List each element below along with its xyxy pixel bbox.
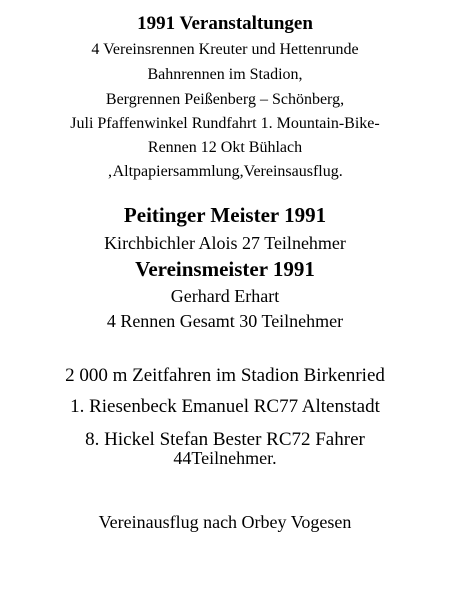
time-trial-result-first: 1. Riesenbeck Emanuel RC77 Altenstadt: [70, 396, 380, 417]
events-line: Rennen 12 Okt Bühlach: [147, 139, 303, 156]
club-champion-stats: 4 Rennen Gesamt 30 Teilnehmer: [106, 311, 344, 331]
town-champion-winner: Kirchbichler Alois 27 Teilnehmer: [104, 233, 346, 253]
club-champion-title: Vereinsmeister 1991: [135, 257, 315, 281]
events-line: Bahnrennen im Stadion,: [147, 66, 303, 83]
events-line: ‚Altpapiersammlung,Vereinsausflug.: [107, 163, 343, 180]
events-title: 1991 Veranstaltungen: [137, 13, 313, 34]
time-trial-participants: 44Teilnehmer.: [173, 448, 277, 468]
events-line: 4 Vereinsrennen Kreuter und Hettenrunde: [91, 41, 359, 58]
club-champion-winner: Gerhard Erhart: [170, 286, 280, 306]
time-trial-result-eighth: 8. Hickel Stefan Bester RC72 Fahrer: [85, 429, 365, 450]
time-trial-title: 2 000 m Zeitfahren im Stadion Birkenried: [65, 365, 385, 386]
club-trip-text: Vereinausflug nach Orbey Vogesen: [98, 512, 352, 532]
town-champion-title: Peitinger Meister 1991: [123, 203, 327, 227]
events-line: Bergrennen Peißenberg – Schönberg,: [105, 91, 345, 108]
events-line: Juli Pfaffenwinkel Rundfahrt 1. Mountain-Bike-: [70, 115, 380, 132]
